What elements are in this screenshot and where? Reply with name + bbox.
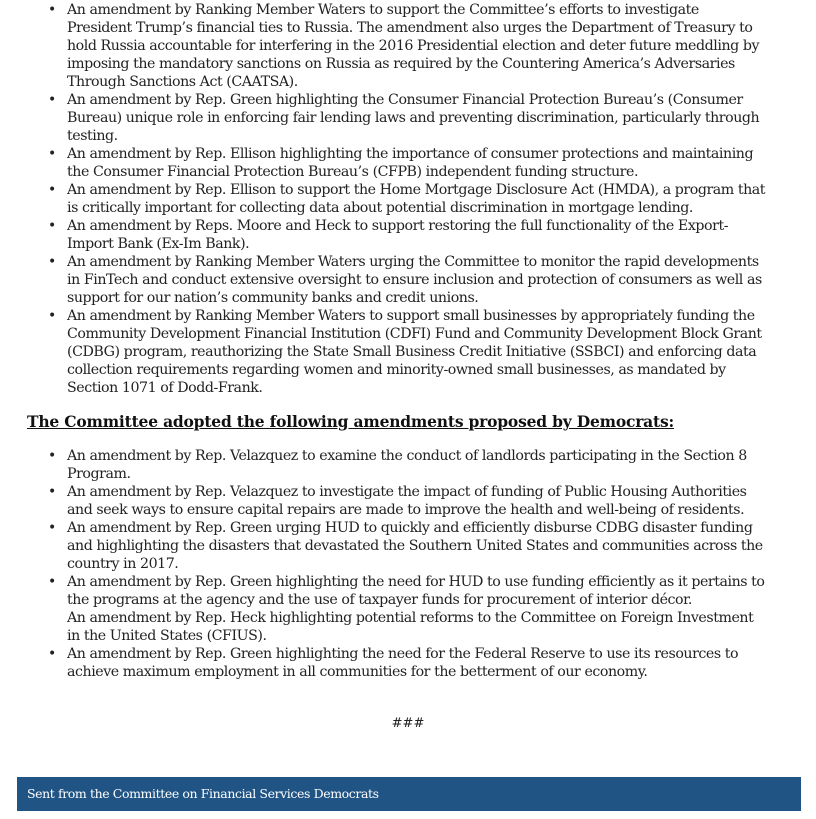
item-text-line: An amendment by Ranking Member Waters to support the Committee’s efforts to investigate: [67, 2, 699, 18]
item-text-line: Community Development Financial Institution (CDFI) Fund and Community Development Block Grant: [67, 326, 762, 342]
item-text-line: (CDBG) program, reauthorizing the State Small Business Credit Initiative (SSBCI) and enforcing data: [67, 344, 757, 360]
item-text-line: An amendment by Rep. Green highlighting the need for the Federal Reserve to use its resources to: [67, 646, 739, 662]
item-text-line: imposing the mandatory sanctions on Russia as required by the Countering America’s Adversaries: [67, 56, 735, 72]
item-text-line: An amendment by Rep. Green urging HUD to quickly and efficiently disburse CDBG disaster funding: [67, 520, 753, 536]
list-item: [0, 181, 765, 217]
item-text-line: hold Russia accountable for interfering in the 2016 Presidential election and deter future meddling by: [67, 38, 760, 54]
item-text-line: Bureau) unique role in enforcing fair lending laws and preventing discrimination, particularly through: [67, 110, 760, 126]
item-text-line: collection requirements regarding women and minority-owned small businesses, as mandated by: [67, 362, 726, 378]
item-text-line: testing.: [67, 128, 118, 144]
item-text-line: Through Sanctions Act (CAATSA).: [67, 74, 298, 90]
item-text-line: support for our nation’s community banks and credit unions.: [67, 290, 479, 306]
bullet-icon: •: [48, 448, 57, 464]
list-item: [0, 483, 765, 519]
item-text-line: An amendment by Ranking Member Waters urging the Committee to monitor the rapid developments: [67, 254, 759, 270]
bullet-icon: •: [48, 218, 57, 234]
bullet-icon: •: [48, 484, 57, 500]
item-text-line: An amendment by Rep. Heck highlighting potential reforms to the Committee on Foreign Investment: [67, 610, 754, 626]
footer-bar: [17, 777, 801, 811]
bullet-icon: •: [48, 308, 57, 324]
bullet-icon: •: [48, 146, 57, 162]
list-item: [0, 307, 765, 397]
item-text-line: An amendment by Rep. Green highlighting the need for HUD to use funding efficiently as it pertains to: [67, 574, 765, 590]
amendments-list-continued: [0, 1, 765, 397]
item-text-line: in the United States (CFIUS).: [67, 628, 267, 644]
item-text-line: An amendment by Reps. Moore and Heck to support restoring the full functionality of the Export-: [67, 218, 729, 234]
bullet-icon: •: [48, 2, 57, 18]
end-mark: ###: [391, 716, 425, 731]
list-item: [0, 573, 765, 645]
bullet-icon: •: [48, 646, 57, 662]
item-text-line: An amendment by Rep. Ellison to support the Home Mortgage Disclosure Act (HMDA), a program that: [67, 182, 766, 198]
list-item: [0, 91, 765, 145]
item-text-line: the Consumer Financial Protection Bureau’s (CFPB) independent funding structure.: [67, 164, 639, 180]
list-item: [0, 145, 765, 181]
bullet-icon: •: [48, 520, 57, 536]
adopted-amendments-list: [0, 447, 765, 681]
item-text-line: in FinTech and conduct extensive oversight to ensure inclusion and protection of consumers as well as: [67, 272, 762, 288]
bullet-icon: •: [48, 574, 57, 590]
item-text-line: An amendment by Rep. Velazquez to examine the conduct of landlords participating in the Section 8: [67, 448, 747, 464]
list-item: [0, 253, 765, 307]
footer-text: Sent from the Committee on Financial Services Democrats: [27, 786, 379, 801]
item-text-line: An amendment by Rep. Ellison highlighting the importance of consumer protections and maintaining: [67, 146, 754, 162]
list-item: [0, 217, 765, 253]
item-text-line: An amendment by Rep. Green highlighting the Consumer Financial Protection Bureau’s (Consumer: [67, 92, 743, 108]
list-item: [0, 645, 765, 681]
item-text-line: President Trump’s financial ties to Russia. The amendment also urges the Department of Treasury to: [67, 20, 753, 36]
item-text-line: the programs at the agency and the use of taxpayer funds for procurement of interior décor.: [67, 592, 692, 608]
item-text-line: and seek ways to ensure capital repairs are made to improve the health and well-being of residents.: [67, 502, 745, 518]
item-text-line: and highlighting the disasters that devastated the Southern United States and communities across the: [67, 538, 763, 554]
list-item: [0, 519, 765, 573]
item-text-line: is critically important for collecting data about potential discrimination in mortgage lending.: [67, 200, 693, 216]
list-item: [0, 1, 765, 91]
list-item: [0, 447, 765, 483]
adopted-amendments-heading: The Committee adopted the following amendments proposed by Democrats:: [27, 412, 675, 431]
item-text-line: Section 1071 of Dodd-Frank.: [67, 380, 263, 396]
item-text-line: Import Bank (Ex-Im Bank).: [67, 236, 250, 252]
item-text-line: An amendment by Ranking Member Waters to support small businesses by appropriately funding the: [67, 308, 755, 324]
item-text-line: country in 2017.: [67, 556, 179, 572]
item-text-line: achieve maximum employment in all communities for the betterment of our economy.: [67, 664, 648, 680]
item-text-line: Program.: [67, 466, 131, 482]
bullet-icon: •: [48, 254, 57, 270]
item-text-line: An amendment by Rep. Velazquez to investigate the impact of funding of Public Housing Authorities: [67, 484, 747, 500]
bullet-icon: •: [48, 92, 57, 108]
bullet-icon: •: [48, 182, 57, 198]
